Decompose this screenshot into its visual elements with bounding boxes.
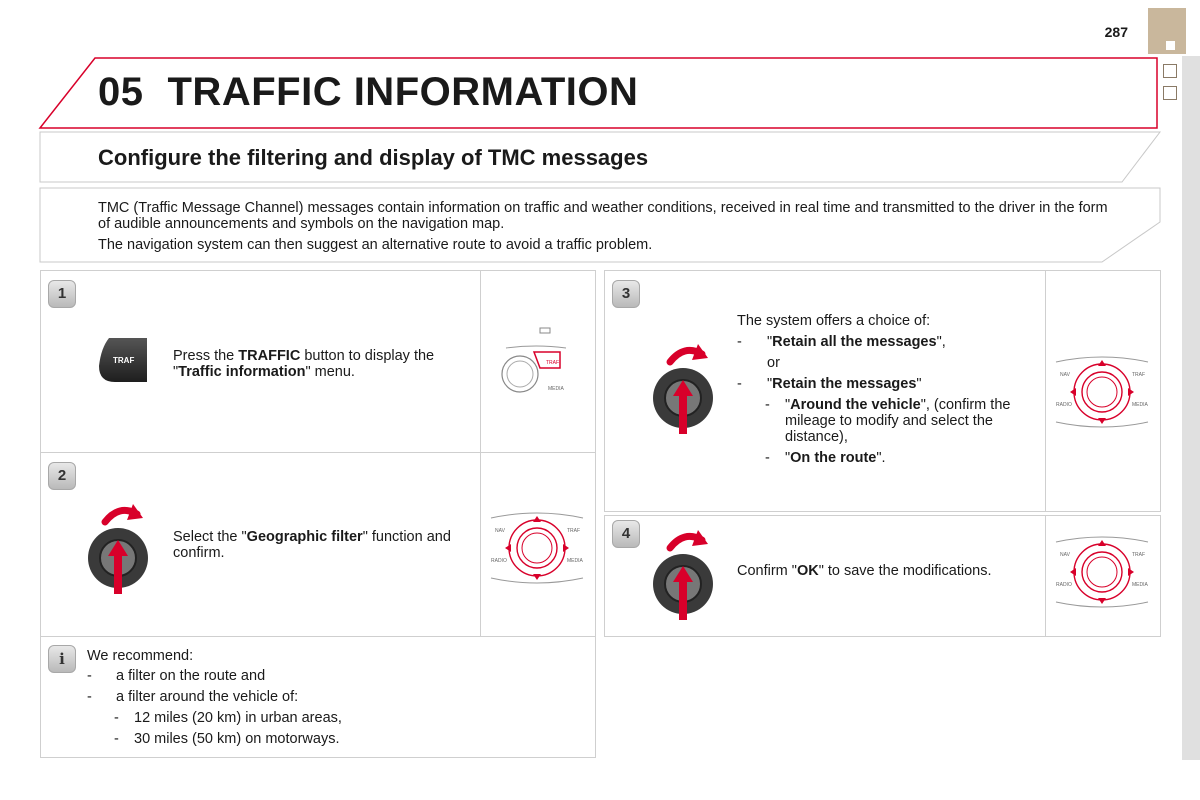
note-sub-item: 30 miles (50 km) on motorways. [134,731,340,747]
traf-panel-label: TRAF [1132,552,1146,558]
step-3-sub-1-rest: ", (confirm the mileage to modify and select the distance), [785,397,1011,445]
retain-all-keyword: Retain all the messages [772,334,937,350]
step-2-text [173,529,473,561]
list-dash: - [765,450,770,466]
media-panel-label: MEDIA [1132,582,1148,588]
radio-panel-label: RADIO [1056,402,1072,408]
traffic-button-icon [95,336,151,386]
divider [40,452,595,453]
intro-text [98,200,1118,258]
note-item: a filter on the route and [116,668,266,684]
traffic-keyword: TRAFFIC [238,348,301,364]
control-dial-illustration [487,508,587,588]
media-panel-label: MEDIA [548,386,564,392]
step-2-text-part: " function and confirm. [173,529,451,561]
step-3-badge: 3 [612,280,640,308]
traf-panel-label: TRAF [546,360,560,366]
around-vehicle-keyword: Around the vehicle [790,397,921,413]
radio-panel-label: RADIO [491,558,507,564]
step-2-badge: 2 [48,462,76,490]
section-subtitle: Configure the filtering and display of TMC messages [98,145,649,170]
traf-panel-label: TRAF [1132,372,1146,378]
step-4-text [737,563,1037,579]
step-3-sub-1: "Around the vehicle", (confirm the mileage to modify and select the distance), [785,397,1011,445]
list-dash: - [737,334,742,350]
control-dial-illustration [1052,352,1152,432]
page-number: 287 [1104,24,1128,40]
step-1-text-part: Press the [173,348,239,364]
list-dash: - [765,397,770,413]
step-1-text-part: button to display the " [173,348,435,380]
traf-panel-label: TRAF [567,528,581,534]
divider [480,270,481,636]
section-title: TRAFFIC INFORMATION [167,70,639,114]
traffic-information-keyword: Traffic information [178,364,306,380]
step-1-text [173,348,473,380]
list-dash: - [114,731,119,747]
nav-panel-label: NAV [495,528,505,534]
traffic-panel-illustration [496,322,576,402]
radio-panel-label: RADIO [1056,582,1072,588]
step-2-text-part: Select the " [173,529,247,545]
divider [1045,515,1046,636]
media-panel-label: MEDIA [1132,402,1148,408]
media-panel-label: MEDIA [567,558,583,564]
ok-keyword: OK [796,563,819,579]
step-4-badge: 4 [612,520,640,548]
retain-messages-keyword: Retain the messages [772,376,917,392]
list-dash: - [737,376,742,392]
step-3-option-2: "Retain the messages" [767,376,922,392]
note-heading: We recommend: [87,648,194,664]
note-sub-item: 12 miles (20 km) in urban areas, [134,710,342,726]
section-number: 05 [98,70,144,114]
nav-panel-label: NAV [1060,372,1070,378]
step-3-intro: The system offers a choice of: [737,313,931,329]
on-route-keyword: On the route [790,450,877,466]
step-3-sub-2: "On the route". [785,450,886,466]
nav-panel-label: NAV [1060,552,1070,558]
step-3-option-1: "Retain all the messages", [767,334,946,350]
list-dash: - [114,710,119,726]
step-1-text-part: " menu. [305,364,355,380]
intro-paragraph-2: The navigation system can then suggest an alternative route to avoid a traffic problem. [98,237,653,253]
step-4-text-part: Confirm " [737,563,797,579]
note-item: a filter around the vehicle of: [116,689,299,705]
intro-paragraph-1: TMC (Traffic Message Channel) messages contain information on traffic and weather conditions, received in real time and transmitted to the driver in the form of audible announcements and symbols on the navigation map. [98,200,1108,232]
divider [1045,270,1046,511]
step-3-or: or [767,355,780,371]
info-icon: i [48,645,76,673]
list-dash: - [87,668,92,684]
rotary-knob-icon [85,498,155,600]
rotary-knob-icon [650,524,720,626]
control-dial-illustration [1052,532,1152,612]
traffic-button-label: TRAF [113,356,135,365]
page-title [98,70,638,115]
step-1-badge: 1 [48,280,76,308]
rotary-knob-icon [650,338,720,440]
step-4-text-part: " to save the modifications. [818,563,992,579]
list-dash: - [87,689,92,705]
geographic-filter-keyword: Geographic filter [246,529,363,545]
